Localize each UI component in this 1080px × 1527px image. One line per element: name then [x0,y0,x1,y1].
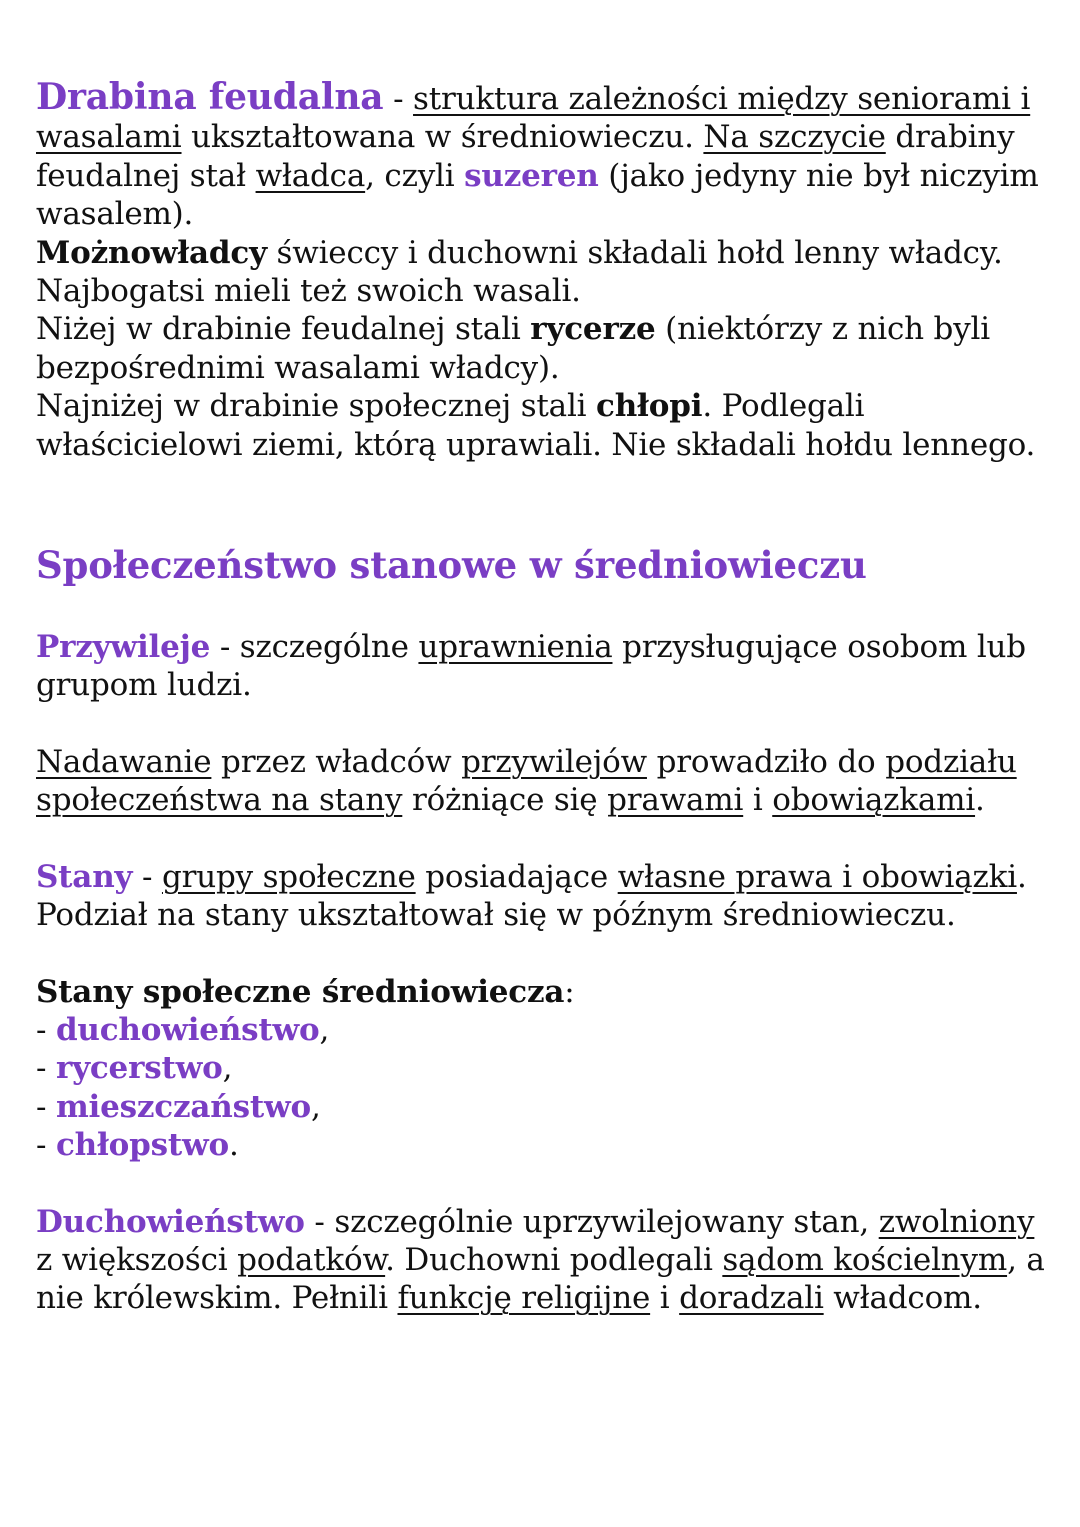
underlined-rights: prawami [607,782,744,819]
text: i [650,1280,680,1317]
underlined-own-rights: własne prawa i obowiązki [617,858,1017,895]
text: drabiny feudalnej stał [36,119,1015,194]
privileges-paragraph [36,628,1046,705]
underlined-rights: uprawnienia [418,629,613,666]
term-estates: Stany [36,858,133,895]
term-privileges: Przywileje [36,629,211,666]
definition-underlined: struktura zależności między seniorami i wasalami [36,81,1031,156]
text: z większości [36,1241,238,1278]
bold-knights: rycerze [530,311,656,348]
text: (niektórzy z nich byli bezpośrednimi wasalami władcy). [36,311,990,386]
text: i [743,782,773,819]
list-item-suffix: , [319,1011,330,1048]
underlined-church-courts: sądom kościelnym [722,1241,1008,1278]
text: świeccy i duchowni składali hołd lenny władcy. [266,234,1003,271]
list-item-suffix: , [222,1050,233,1087]
list-item [36,1126,1046,1164]
dash: - [304,1203,335,1240]
text: . [975,782,985,819]
underlined-social-groups: grupy społeczne [161,858,416,895]
notes-content [36,78,1046,1318]
underlined-top: Na szczycie [703,119,886,156]
granting-paragraph [36,743,1046,820]
list-item-label: mieszczaństwo [55,1088,311,1125]
text: , a nie królewskim. Pełnili [36,1241,1045,1317]
richest-line [36,272,1046,310]
clergy-paragraph [36,1203,1046,1318]
list-bullet: - [36,1050,56,1087]
list-item-label: chłopstwo [55,1127,229,1164]
text: Najniżej w drabinie społecznej stali [36,388,597,425]
text: przysługujące osobom lub grupom ludzi. [36,629,1026,704]
bold-list-title: Stany społeczne średniowiecza [36,973,565,1010]
text: Najbogatsi mieli też swoich wasali. [36,273,581,310]
list-bullet: - [36,1127,56,1164]
text: ukształtowana w średniowieczu. [181,119,704,156]
text: prowadziło do [646,743,886,780]
peasants-line [36,387,1046,464]
magnates-line [36,234,1046,272]
list-item-suffix: . [228,1127,239,1164]
feudal-ladder-paragraph [36,78,1046,234]
underlined-duties: obowiązkami [772,782,976,819]
underlined-advised: doradzali [679,1280,824,1317]
list-item-label: rycerstwo [55,1050,223,1087]
text: przez władców [211,743,462,780]
dash: - [383,81,414,117]
dash: - [210,629,240,666]
underlined-religious-functions: funkcję religijne [397,1280,651,1317]
text: . Duchowni podlegali [385,1241,723,1278]
list-item [36,1049,1046,1087]
text: Niżej w drabinie feudalnej stali [36,311,531,348]
underlined-division: podziału społeczeństwa na stany [36,743,1017,819]
underlined-granting: Nadawanie [36,743,212,780]
text: szczególne [239,629,419,666]
bold-magnates: Możnowładcy [36,234,267,271]
text: szczególnie uprzywilejowany stan, [334,1203,879,1240]
list-item [36,1011,1046,1049]
text: posiadające [415,858,618,895]
term-suzerain: suzeren [464,157,599,194]
text: władcom. [823,1280,982,1317]
text: różniące się [402,782,608,819]
list-bullet: - [36,1088,56,1125]
text: . Podział na stany ukształtował się w późnym średniowieczu. [36,858,1027,934]
dash: - [132,858,162,895]
estates-list-title [36,973,1046,1011]
section-heading: Społeczeństwo stanowe w średniowieczu [36,543,867,588]
term-feudal-ladder: Drabina feudalna [36,76,384,118]
underlined-taxes: podatków [237,1241,386,1278]
list-item-label: duchowieństwo [55,1011,320,1048]
underlined-privileges: przywilejów [461,743,647,780]
text: (jako jedyny nie był niczyim wasalem). [36,157,1039,233]
text: , czyli [365,157,465,194]
list-item-suffix: , [310,1088,321,1125]
underlined-exempt: zwolniony [878,1203,1035,1240]
colon: : [564,973,575,1010]
underlined-ruler: władca [255,157,366,194]
list-item [36,1088,1046,1126]
text: . Podlegali właścicielowi ziemi, którą uprawiali. Nie składali hołdu lennego. [36,388,1036,463]
list-bullet: - [36,1011,56,1048]
term-clergy: Duchowieństwo [36,1203,305,1240]
estates-paragraph [36,858,1046,935]
knights-line [36,310,1046,387]
bold-peasants: chłopi [596,388,703,425]
